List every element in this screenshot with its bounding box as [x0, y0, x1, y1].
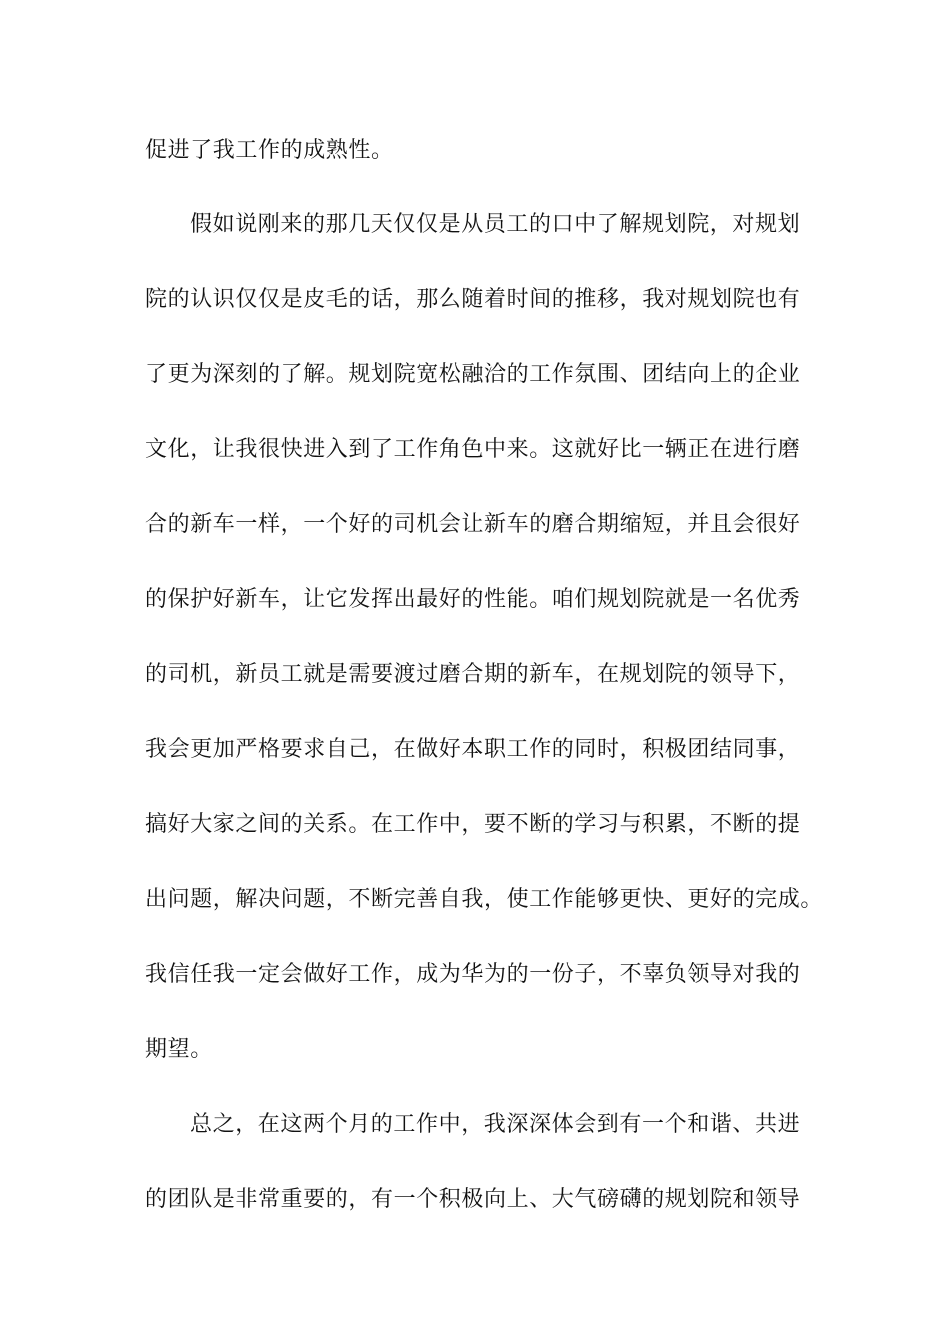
text-line: 的团队是非常重要的，有一个积极向上、大气磅礴的规划院和领导 — [145, 1187, 801, 1212]
text-line: 了更为深刻的了解。规划院宽松融洽的工作氛围、团结向上的企业 — [145, 362, 801, 387]
paragraph-first-line: 假如说刚来的那几天仅仅是从员工的口中了解规划院，对规划 — [190, 212, 801, 237]
text-line: 院的认识仅仅是皮毛的话，那么随着时间的推移，我对规划院也有 — [145, 287, 801, 312]
text-line: 我会更加严格要求自己，在做好本职工作的同时，积极团结同事， — [145, 737, 801, 762]
text-line: 合的新车一样，一个好的司机会让新车的磨合期缩短，并且会很好 — [145, 512, 801, 537]
text-line: 的保护好新车，让它发挥出最好的性能。咱们规划院就是一名优秀 — [145, 587, 801, 612]
text-line: 文化，让我很快进入到了工作角色中来。这就好比一辆正在进行磨 — [145, 437, 801, 462]
text-line: 促进了我工作的成熟性。 — [145, 138, 394, 163]
paragraph-first-line: 总之，在这两个月的工作中，我深深体会到有一个和谐、共进 — [190, 1112, 801, 1137]
text-line: 我信任我一定会做好工作，成为华为的一份子，不辜负领导对我的 — [145, 962, 801, 987]
text-line: 出问题，解决问题，不断完善自我，使工作能够更快、更好的完成。 — [145, 887, 824, 912]
text-line: 的司机，新员工就是需要渡过磨合期的新车，在规划院的领导下， — [145, 662, 801, 687]
text-line: 搞好大家之间的关系。在工作中，要不断的学习与积累，不断的提 — [145, 812, 801, 837]
text-line: 期望。 — [145, 1037, 213, 1062]
